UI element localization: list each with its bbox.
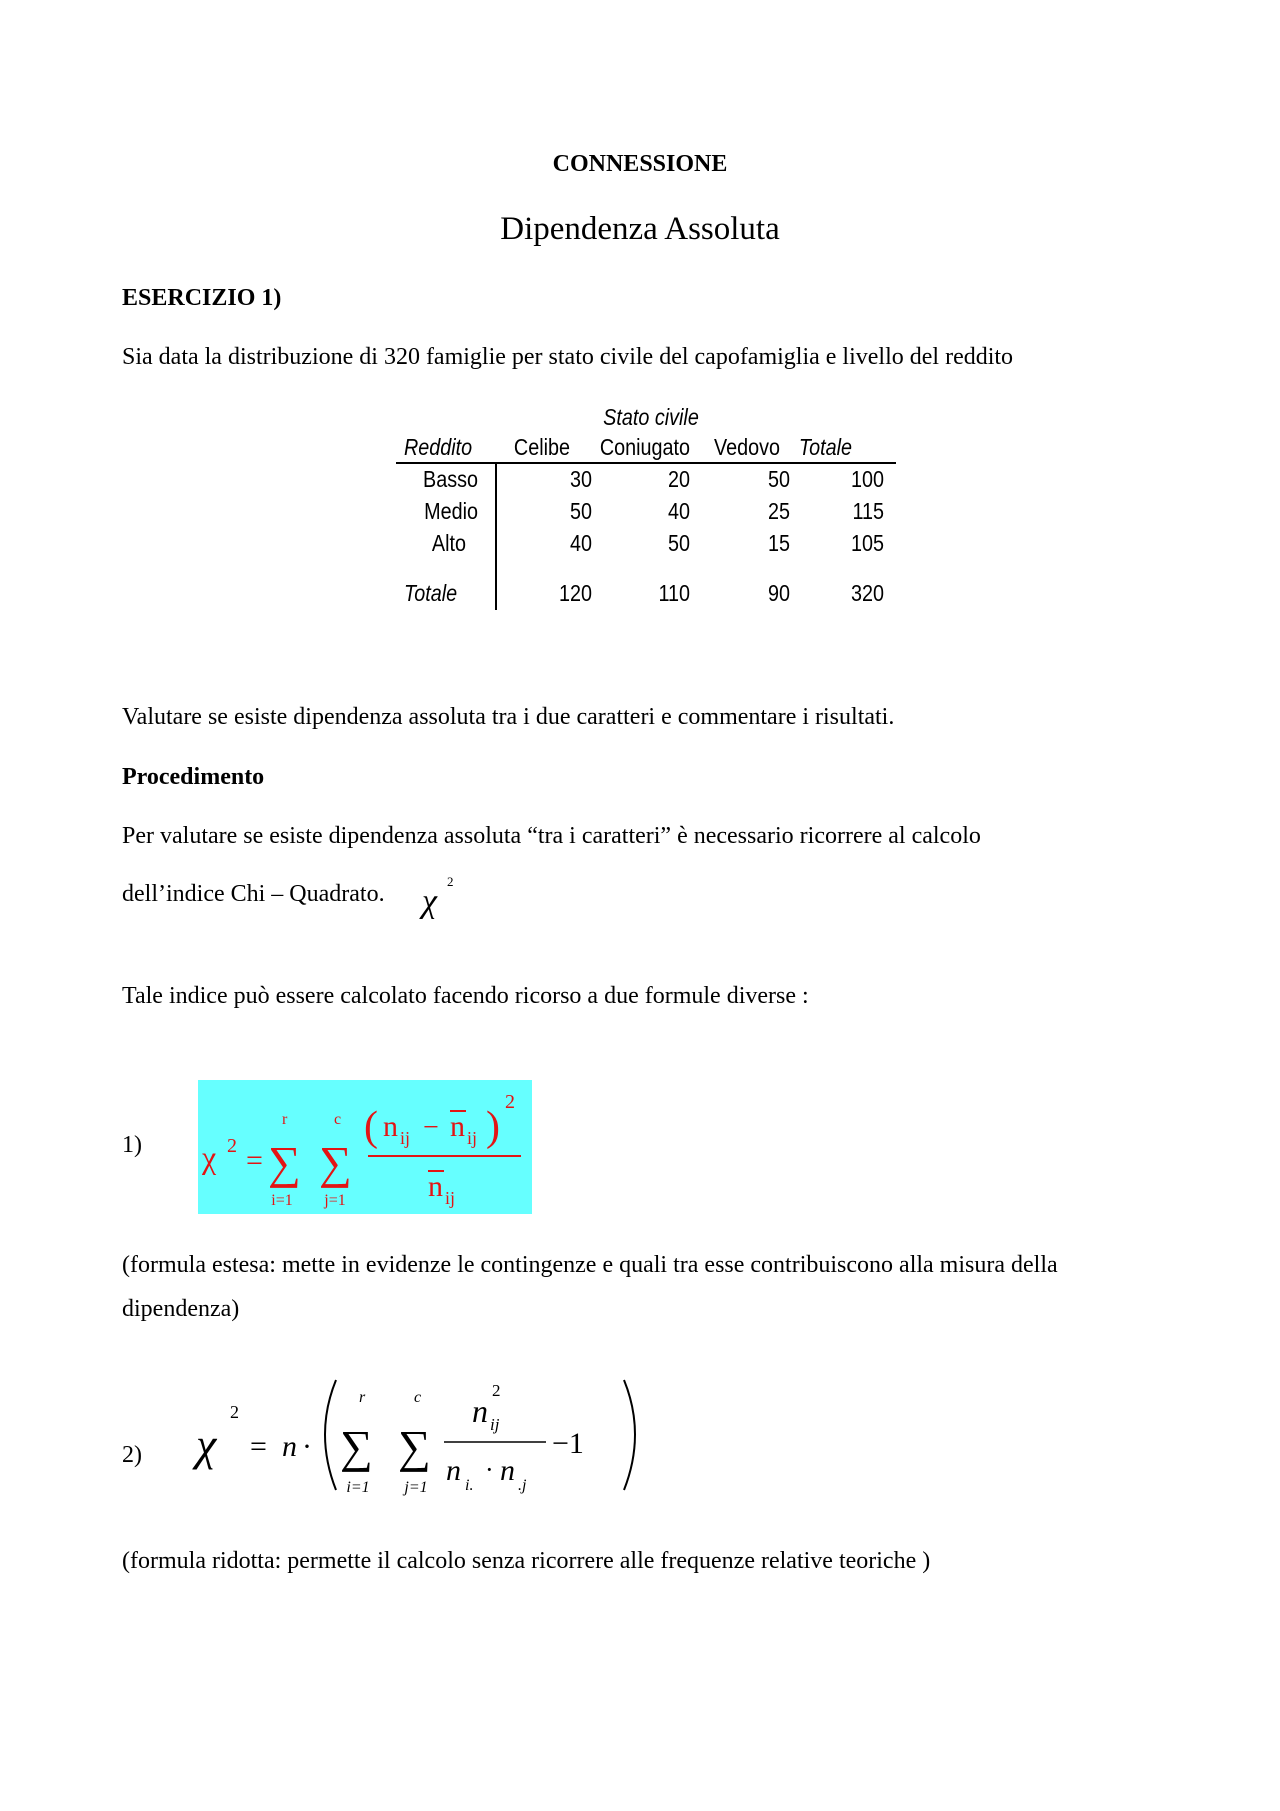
f1-sum-upper-r: r	[282, 1111, 288, 1128]
f1-chi: χ	[202, 1139, 217, 1175]
formula-1-number: 1)	[122, 1132, 142, 1158]
f2-sum-upper-c: c	[414, 1389, 422, 1406]
table-col-header: Celibe	[513, 434, 570, 460]
f1-num-exp: 2	[505, 1091, 515, 1113]
table-cell: 100	[850, 466, 884, 492]
f1-num-n: n	[383, 1110, 398, 1143]
f1-chi-exp: 2	[227, 1135, 237, 1157]
table-col-header: Vedovo	[713, 434, 780, 460]
formula-1-box	[198, 1080, 532, 1214]
f2-minus-one: −1	[552, 1427, 584, 1460]
table-cell: 30	[569, 466, 592, 492]
f2-sigma-j: ∑	[398, 1421, 431, 1472]
table-cell: 40	[569, 530, 592, 556]
f1-equals: =	[246, 1144, 263, 1177]
f2-num-n: n	[472, 1393, 488, 1429]
task-text: Valutare se esiste dipendenza assoluta tra i due caratteri e commentare i risultati.	[122, 704, 895, 730]
f2-num-sub: ij	[490, 1415, 500, 1434]
table-cell: 50	[569, 498, 592, 524]
f2-dot: ·	[302, 1430, 312, 1463]
f2-den-n1: n	[446, 1454, 461, 1487]
f1-num-minus: −	[423, 1112, 439, 1143]
f1-sigma-i: ∑	[268, 1137, 301, 1188]
exercise-heading: ESERCIZIO 1)	[122, 285, 282, 311]
formula-1-caption-line-1: (formula estesa: mette in evidenze le contingenze e quali tra esse contribuiscono alla misura della	[122, 1252, 1058, 1278]
f2-den-sub2: .j	[518, 1477, 527, 1494]
f2-sum-upper-r: r	[359, 1389, 366, 1406]
formula-2	[190, 1368, 650, 1503]
f1-sum-upper-c: c	[334, 1111, 342, 1128]
f2-chi: χ	[196, 1419, 217, 1470]
table-total-label: Totale	[404, 580, 458, 606]
procedure-line-1: Per valutare se esiste dipendenza assoluta “tra i caratteri” è necessario ricorrere al calcolo	[122, 823, 981, 849]
table-cell: 40	[667, 498, 690, 524]
formula-1	[198, 1080, 532, 1214]
table-total-cell: 90	[767, 580, 790, 606]
table-row-header: Reddito	[404, 434, 473, 460]
f2-den-dot: ·	[485, 1455, 494, 1484]
f1-num-nbar-ij: ij	[467, 1128, 478, 1148]
formula-2-number: 2)	[122, 1442, 142, 1468]
table-col-header: Coniugato	[599, 434, 690, 460]
table-cell: 50	[767, 466, 790, 492]
f1-paren-open: (	[364, 1104, 378, 1150]
f1-paren-close: )	[486, 1104, 500, 1150]
f2-left-paren	[325, 1380, 336, 1490]
document-subtitle: Dipendenza Assoluta	[500, 211, 780, 247]
contingency-table	[396, 398, 906, 608]
f2-den-n2: n	[500, 1454, 515, 1487]
table-col-header: Totale	[798, 434, 852, 460]
table-total-cell: 320	[850, 580, 884, 606]
table-row-label: Basso	[423, 466, 478, 492]
table-row-label: Alto	[431, 530, 466, 556]
f2-num-sup: 2	[492, 1381, 501, 1400]
procedure-heading: Procedimento	[122, 764, 265, 790]
f2-equals: =	[250, 1430, 267, 1463]
procedure-line-3: Tale indice può essere calcolato facendo ricorso a due formule diverse :	[122, 983, 809, 1009]
table-cell: 15	[767, 530, 790, 556]
table-cell: 115	[852, 498, 884, 524]
chi-exponent: 2	[447, 874, 454, 889]
f1-sigma-j: ∑	[319, 1137, 352, 1188]
formula-2-caption: (formula ridotta: permette il calcolo senza ricorrere alle frequenze relative teoriche )	[122, 1548, 931, 1574]
chi-squared-symbol	[418, 868, 458, 922]
table-total-cell: 120	[558, 580, 592, 606]
table-cell: 20	[667, 466, 690, 492]
f1-den-n: n	[428, 1170, 443, 1203]
formula-1-caption-line-2: dipendenza)	[122, 1296, 240, 1322]
exercise-intro: Sia data la distribuzione di 320 famiglie per stato civile del capofamiglia e livello del reddito	[122, 344, 1014, 370]
f1-sum-lower-j: j=1	[324, 1192, 346, 1209]
f2-sum-lower-i: i=1	[346, 1479, 370, 1496]
f2-right-paren	[624, 1380, 635, 1490]
f1-sum-lower-i: i=1	[271, 1192, 293, 1209]
f2-sum-lower-j: j=1	[404, 1479, 428, 1496]
document-title: CONNESSIONE	[552, 151, 728, 177]
f1-num-ij: ij	[400, 1128, 411, 1148]
chi-glyph: χ	[422, 883, 437, 920]
table-cell: 25	[767, 498, 790, 524]
table-total-cell: 110	[658, 580, 690, 606]
table-row-rule	[495, 464, 497, 610]
table-row-label: Medio	[424, 498, 478, 524]
f2-n: n	[282, 1430, 297, 1463]
table-header-rule	[396, 462, 896, 464]
f2-chi-exp: 2	[230, 1402, 239, 1422]
table-cell: 50	[667, 530, 690, 556]
f1-num-nbar: n	[450, 1110, 465, 1143]
table-group-header: Stato civile	[603, 404, 699, 430]
procedure-line-2: dell’indice Chi – Quadrato.	[122, 881, 385, 907]
f2-sigma-i: ∑	[340, 1421, 373, 1472]
f2-den-sub1: i.	[465, 1477, 474, 1494]
table-cell: 105	[850, 530, 884, 556]
f1-den-ij: ij	[445, 1188, 456, 1208]
